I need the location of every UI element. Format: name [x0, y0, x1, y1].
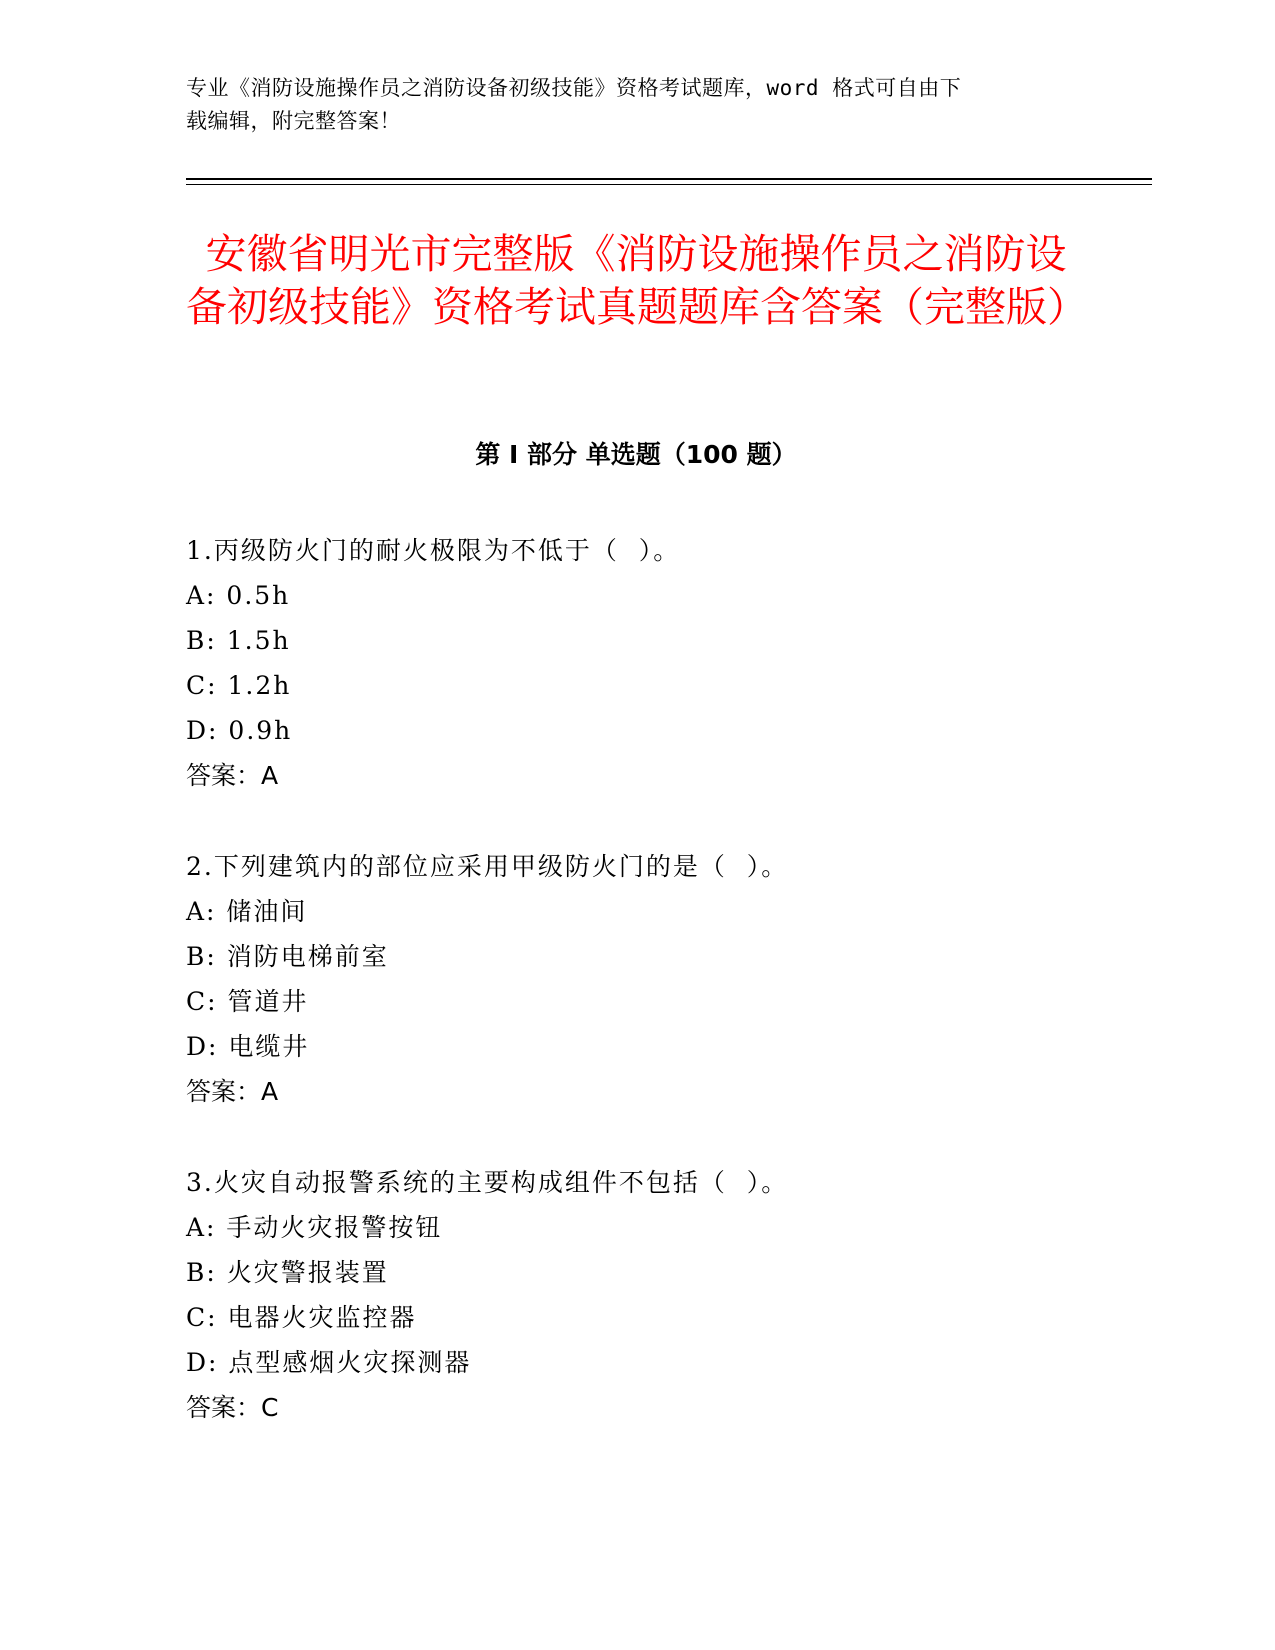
question-stem: 2.下列建筑内的部位应采用甲级防火门的是（ ）。 [186, 852, 789, 881]
question-list [186, 528, 1086, 1476]
question-3 [186, 1160, 1086, 1430]
option-b: B: 消防电梯前室 [186, 942, 389, 971]
header-rule-thick [186, 178, 1152, 180]
option-d: D: 电缆井 [186, 1032, 310, 1061]
question-answer: 答案：C [186, 1393, 279, 1422]
header-note: 专业《消防设施操作员之消防设备初级技能》资格考试题库，word 格式可自由下 载编辑，附完整答案！ [186, 76, 962, 133]
question-2 [186, 844, 1086, 1114]
option-b: B: 火灾警报装置 [186, 1258, 389, 1287]
option-c: C: 1.2h [186, 671, 292, 700]
option-d: D: 0.9h [186, 716, 293, 745]
option-a: A: 储油间 [186, 897, 308, 926]
question-1 [186, 528, 1086, 798]
option-a: A: 0.5h [186, 581, 291, 610]
option-d: D: 点型感烟火灾探测器 [186, 1348, 472, 1377]
option-c: C: 电器火灾监控器 [186, 1303, 417, 1332]
option-b: B: 1.5h [186, 626, 291, 655]
question-answer: 答案：A [186, 761, 279, 790]
option-a: A: 手动火灾报警按钮 [186, 1213, 443, 1242]
header-rule-thin [186, 184, 1152, 185]
section-heading: 第 I 部分 单选题（100 题） [475, 440, 797, 469]
document-title: 安徽省明光市完整版《消防设施操作员之消防设备初级技能》资格考试真题题库含答案（完整版） [186, 230, 1088, 331]
question-answer: 答案：A [186, 1077, 279, 1106]
option-c: C: 管道井 [186, 987, 309, 1016]
question-stem: 3.火灾自动报警系统的主要构成组件不包括（ ）。 [186, 1168, 789, 1197]
question-stem: 1.丙级防火门的耐火极限为不低于（ ）。 [186, 536, 681, 565]
